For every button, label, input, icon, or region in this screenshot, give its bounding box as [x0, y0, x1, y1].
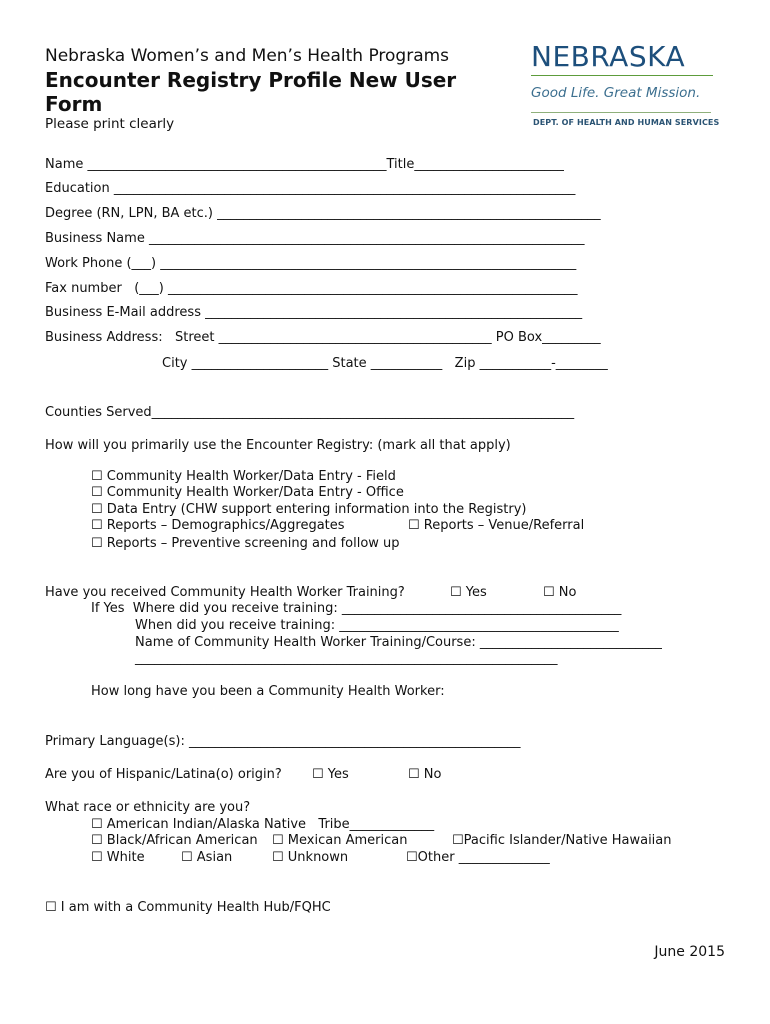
- hispanic-no-checkbox[interactable]: ☐ No: [408, 767, 442, 782]
- training-course-field[interactable]: Name of Community Health Worker Training/Course: ____________________________: [135, 635, 662, 650]
- training-when-field[interactable]: When did you receive training: ___________________________________________: [135, 618, 619, 633]
- logo-divider-2: [531, 112, 711, 113]
- training-question: Have you received Community Health Worker Training?: [45, 585, 405, 600]
- chw-duration-question: How long have you been a Community Health Worker:: [91, 684, 445, 699]
- race-pacific-islander-checkbox[interactable]: ☐Pacific Islander/Native Hawaiian: [452, 833, 672, 848]
- training-course-continued[interactable]: _________________________________________________________________: [135, 651, 558, 666]
- address-street-field[interactable]: Business Address: Street __________________________________________ PO Box_________: [45, 330, 601, 345]
- address-city-field[interactable]: City _____________________ State ___________ Zip ___________-________: [162, 356, 608, 371]
- training-yes-checkbox[interactable]: ☐ Yes: [450, 585, 487, 600]
- counties-field[interactable]: Counties Served_________________________________________________________________: [45, 405, 575, 420]
- usage-question: How will you primarily use the Encounter Registry: (mark all that apply): [45, 438, 511, 453]
- program-name: Nebraska Women’s and Men’s Health Programs: [45, 46, 450, 66]
- usage-option-field[interactable]: ☐ Community Health Worker/Data Entry - Field: [91, 469, 396, 484]
- form-title-line2: Form: [45, 92, 103, 116]
- degree-field[interactable]: Degree (RN, LPN, BA etc.) ___________________________________________________________: [45, 206, 601, 221]
- logo-wordmark: NEBRASKA: [531, 40, 686, 73]
- logo-dept-name: DEPT. OF HEALTH AND HUMAN SERVICES: [533, 118, 720, 127]
- print-instruction: Please print clearly: [45, 116, 175, 132]
- health-hub-checkbox[interactable]: ☐ I am with a Community Health Hub/FQHC: [45, 900, 331, 915]
- race-unknown-checkbox[interactable]: ☐ Unknown: [272, 850, 349, 865]
- usage-option-preventive[interactable]: ☐ Reports – Preventive screening and follow up: [91, 536, 400, 551]
- usage-option-venue[interactable]: ☐ Reports – Venue/Referral: [408, 518, 585, 533]
- logo-divider: [531, 75, 713, 76]
- race-black-checkbox[interactable]: ☐ Black/African American: [91, 833, 258, 848]
- race-white-checkbox[interactable]: ☐ White: [91, 850, 145, 865]
- work-phone-field[interactable]: Work Phone (___) ________________________________________________________________: [45, 256, 577, 271]
- race-asian-checkbox[interactable]: ☐ Asian: [181, 850, 233, 865]
- race-question: What race or ethnicity are you?: [45, 800, 251, 815]
- race-american-indian-checkbox[interactable]: ☐ American Indian/Alaska Native Tribe_____________: [91, 817, 435, 832]
- education-field[interactable]: Education _______________________________________________________________________: [45, 181, 576, 196]
- usage-option-demographics[interactable]: ☐ Reports – Demographics/Aggregates: [91, 518, 345, 533]
- hispanic-question: Are you of Hispanic/Latina(o) origin?: [45, 767, 282, 782]
- race-other-checkbox[interactable]: ☐Other ______________: [406, 850, 550, 865]
- hispanic-yes-checkbox[interactable]: ☐ Yes: [312, 767, 349, 782]
- footer-date: June 2015: [654, 944, 725, 960]
- logo-tagline: Good Life. Great Mission.: [531, 85, 701, 101]
- training-where-field[interactable]: If Yes Where did you receive training: ___________________________________________: [91, 601, 622, 616]
- business-name-field[interactable]: Business Name ___________________________________________________________________: [45, 231, 585, 246]
- training-no-checkbox[interactable]: ☐ No: [543, 585, 577, 600]
- race-mexican-checkbox[interactable]: ☐ Mexican American: [272, 833, 408, 848]
- usage-option-office[interactable]: ☐ Community Health Worker/Data Entry - Office: [91, 485, 404, 500]
- name-title-field[interactable]: Name ______________________________________________Title_______________________: [45, 157, 564, 172]
- primary-language-field[interactable]: Primary Language(s): ___________________________________________________: [45, 734, 521, 749]
- fax-field[interactable]: Fax number (___) _______________________________________________________________: [45, 281, 578, 296]
- form-title-line1: Encounter Registry Profile New User: [45, 68, 457, 92]
- usage-option-data-entry[interactable]: ☐ Data Entry (CHW support entering information into the Registry): [91, 502, 527, 517]
- email-field[interactable]: Business E-Mail address __________________________________________________________: [45, 305, 583, 320]
